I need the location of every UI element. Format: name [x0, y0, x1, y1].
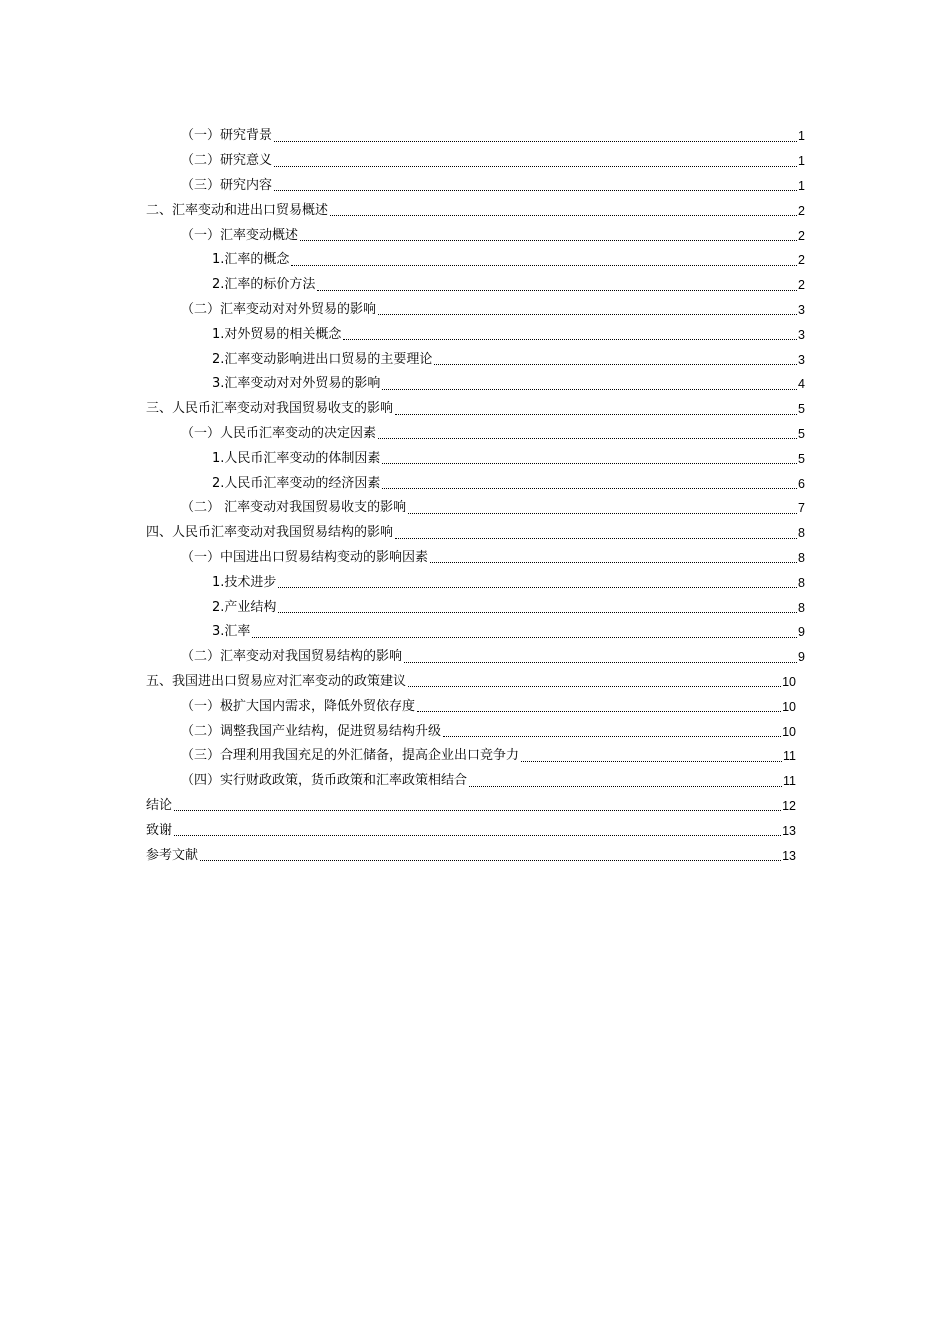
toc-entry-title: 3.汇率	[212, 624, 251, 640]
dot-leader	[300, 239, 797, 241]
toc-entry-page: 5	[798, 426, 805, 441]
toc-entry[interactable]	[146, 521, 805, 546]
dot-leader	[430, 561, 797, 563]
toc-entry-page: 7	[798, 501, 805, 516]
toc-entry[interactable]	[181, 174, 805, 199]
toc-entry[interactable]	[181, 645, 805, 670]
toc-entry[interactable]	[181, 546, 805, 571]
toc-entry-page: 11	[783, 749, 796, 764]
toc-entry-title: 四、人民币汇率变动对我国贸易结构的影响	[146, 525, 394, 541]
dot-leader	[382, 388, 797, 390]
dot-leader	[443, 735, 781, 737]
dot-leader	[408, 685, 781, 687]
table-of-contents	[0, 124, 950, 868]
toc-entry-page: 9	[798, 625, 805, 640]
toc-entry[interactable]	[181, 769, 796, 794]
toc-entry[interactable]	[181, 124, 805, 149]
toc-entry-title: 2.产业结构	[212, 599, 277, 615]
toc-entry-page: 10	[782, 724, 796, 739]
dot-leader	[174, 809, 781, 811]
toc-entry-page: 1	[798, 178, 805, 193]
toc-entry[interactable]	[181, 744, 796, 769]
toc-entry-title: （一）极扩大国内需求，降低外贸依存度	[181, 698, 416, 714]
dot-leader	[274, 165, 797, 167]
toc-entry[interactable]	[146, 843, 796, 868]
toc-entry-title: 结论	[146, 797, 173, 813]
toc-entry-page: 1	[798, 154, 805, 169]
toc-entry[interactable]	[212, 248, 805, 273]
dot-leader	[395, 413, 797, 415]
toc-entry[interactable]	[212, 471, 805, 496]
toc-entry[interactable]	[212, 620, 805, 645]
dot-leader	[521, 760, 782, 762]
toc-entry-page: 2	[798, 228, 805, 243]
toc-entry-title: 五、我国进出口贸易应对汇率变动的政策建议	[146, 673, 407, 689]
toc-entry[interactable]	[212, 347, 805, 372]
toc-entry[interactable]	[181, 298, 805, 323]
toc-entry-title: 2.人民币汇率变动的经济因素	[212, 475, 381, 491]
toc-entry[interactable]	[181, 149, 805, 174]
toc-entry-page: 2	[798, 203, 805, 218]
toc-entry-page: 1	[798, 129, 805, 144]
toc-entry[interactable]	[146, 794, 796, 819]
toc-entry-title: 参考文献	[146, 847, 199, 863]
toc-entry-page: 10	[782, 674, 796, 689]
toc-entry-title: 1.汇率的概念	[212, 252, 290, 268]
toc-entry[interactable]	[146, 198, 805, 223]
dot-leader	[317, 289, 797, 291]
toc-entry[interactable]	[212, 446, 805, 471]
toc-entry-page: 3	[798, 352, 805, 367]
dot-leader	[434, 363, 797, 365]
dot-leader	[395, 537, 797, 539]
toc-entry[interactable]	[181, 422, 805, 447]
toc-entry-page: 11	[783, 774, 796, 789]
toc-entry-title: 2.汇率变动影响进出口贸易的主要理论	[212, 351, 433, 367]
dot-leader	[343, 338, 797, 340]
toc-entry[interactable]	[212, 372, 805, 397]
toc-entry-page: 3	[798, 302, 805, 317]
toc-entry[interactable]	[146, 670, 796, 695]
toc-entry-page: 8	[798, 600, 805, 615]
toc-entry-page: 13	[782, 848, 796, 863]
toc-entry[interactable]	[212, 322, 805, 347]
dot-leader	[200, 859, 781, 861]
dot-leader	[278, 611, 797, 613]
toc-entry-page: 13	[782, 823, 796, 838]
toc-entry-title: （一）人民币汇率变动的决定因素	[181, 425, 377, 441]
toc-entry-title: （四）实行财政政策，货币政策和汇率政策相结合	[181, 773, 468, 789]
toc-entry-title: 致谢	[146, 822, 173, 838]
toc-entry-page: 8	[798, 550, 805, 565]
toc-entry-title: 3.汇率变动对对外贸易的影响	[212, 376, 381, 392]
dot-leader	[469, 785, 782, 787]
toc-entry[interactable]	[181, 496, 805, 521]
toc-entry-page: 10	[782, 699, 796, 714]
toc-entry-page: 9	[798, 650, 805, 665]
toc-entry-page: 2	[798, 278, 805, 293]
toc-entry-title: （二） 汇率变动对我国贸易收支的影响	[181, 500, 407, 516]
toc-entry-page: 3	[798, 327, 805, 342]
toc-entry-page: 6	[798, 476, 805, 491]
dot-leader	[252, 636, 797, 638]
dot-leader	[330, 214, 797, 216]
toc-entry-page: 5	[798, 402, 805, 417]
toc-entry[interactable]	[146, 818, 796, 843]
dot-leader	[408, 512, 797, 514]
toc-entry-title: （二）汇率变动对我国贸易结构的影响	[181, 649, 403, 665]
toc-entry[interactable]	[181, 719, 796, 744]
toc-entry-title: 三、人民币汇率变动对我国贸易收支的影响	[146, 401, 394, 417]
toc-entry-page: 2	[798, 253, 805, 268]
toc-entry-title: （三）研究内容	[181, 177, 273, 193]
dot-leader	[417, 710, 781, 712]
toc-entry-title: 2.汇率的标价方法	[212, 277, 316, 293]
toc-entry-title: 1.对外贸易的相关概念	[212, 326, 342, 342]
dot-leader	[274, 189, 797, 191]
toc-entry[interactable]	[212, 570, 805, 595]
toc-entry-page: 8	[798, 526, 805, 541]
dot-leader	[382, 462, 797, 464]
dot-leader	[378, 437, 797, 439]
toc-entry-title: 二、汇率变动和进出口贸易概述	[146, 202, 329, 218]
toc-entry-title: （二）汇率变动对对外贸易的影响	[181, 301, 377, 317]
dot-leader	[404, 661, 797, 663]
toc-entry-title: （一）中国进出口贸易结构变动的影响因素	[181, 549, 429, 565]
toc-entry[interactable]	[146, 397, 805, 422]
toc-entry-page: 5	[798, 451, 805, 466]
toc-entry[interactable]	[181, 694, 796, 719]
toc-entry-title: 1.技术进步	[212, 574, 277, 590]
dot-leader	[278, 586, 797, 588]
toc-entry[interactable]	[212, 273, 805, 298]
toc-entry-title: （二）调整我国产业结构，促进贸易结构升级	[181, 723, 442, 739]
toc-entry[interactable]	[181, 223, 805, 248]
toc-entry-page: 8	[798, 575, 805, 590]
toc-entry-page: 4	[798, 377, 805, 392]
toc-entry-title: （三）合理利用我国充足的外汇储备，提高企业出口竞争力	[181, 748, 520, 764]
toc-entry-title: （一）研究背景	[181, 128, 273, 144]
dot-leader	[291, 264, 797, 266]
toc-entry-page: 12	[782, 798, 796, 813]
toc-entry-title: （二）研究意义	[181, 153, 273, 169]
toc-entry-title: （一）汇率变动概述	[181, 227, 299, 243]
dot-leader	[378, 313, 797, 315]
toc-entry[interactable]	[212, 595, 805, 620]
dot-leader	[174, 834, 781, 836]
dot-leader	[274, 140, 797, 142]
dot-leader	[382, 487, 797, 489]
toc-entry-title: 1.人民币汇率变动的体制因素	[212, 450, 381, 466]
